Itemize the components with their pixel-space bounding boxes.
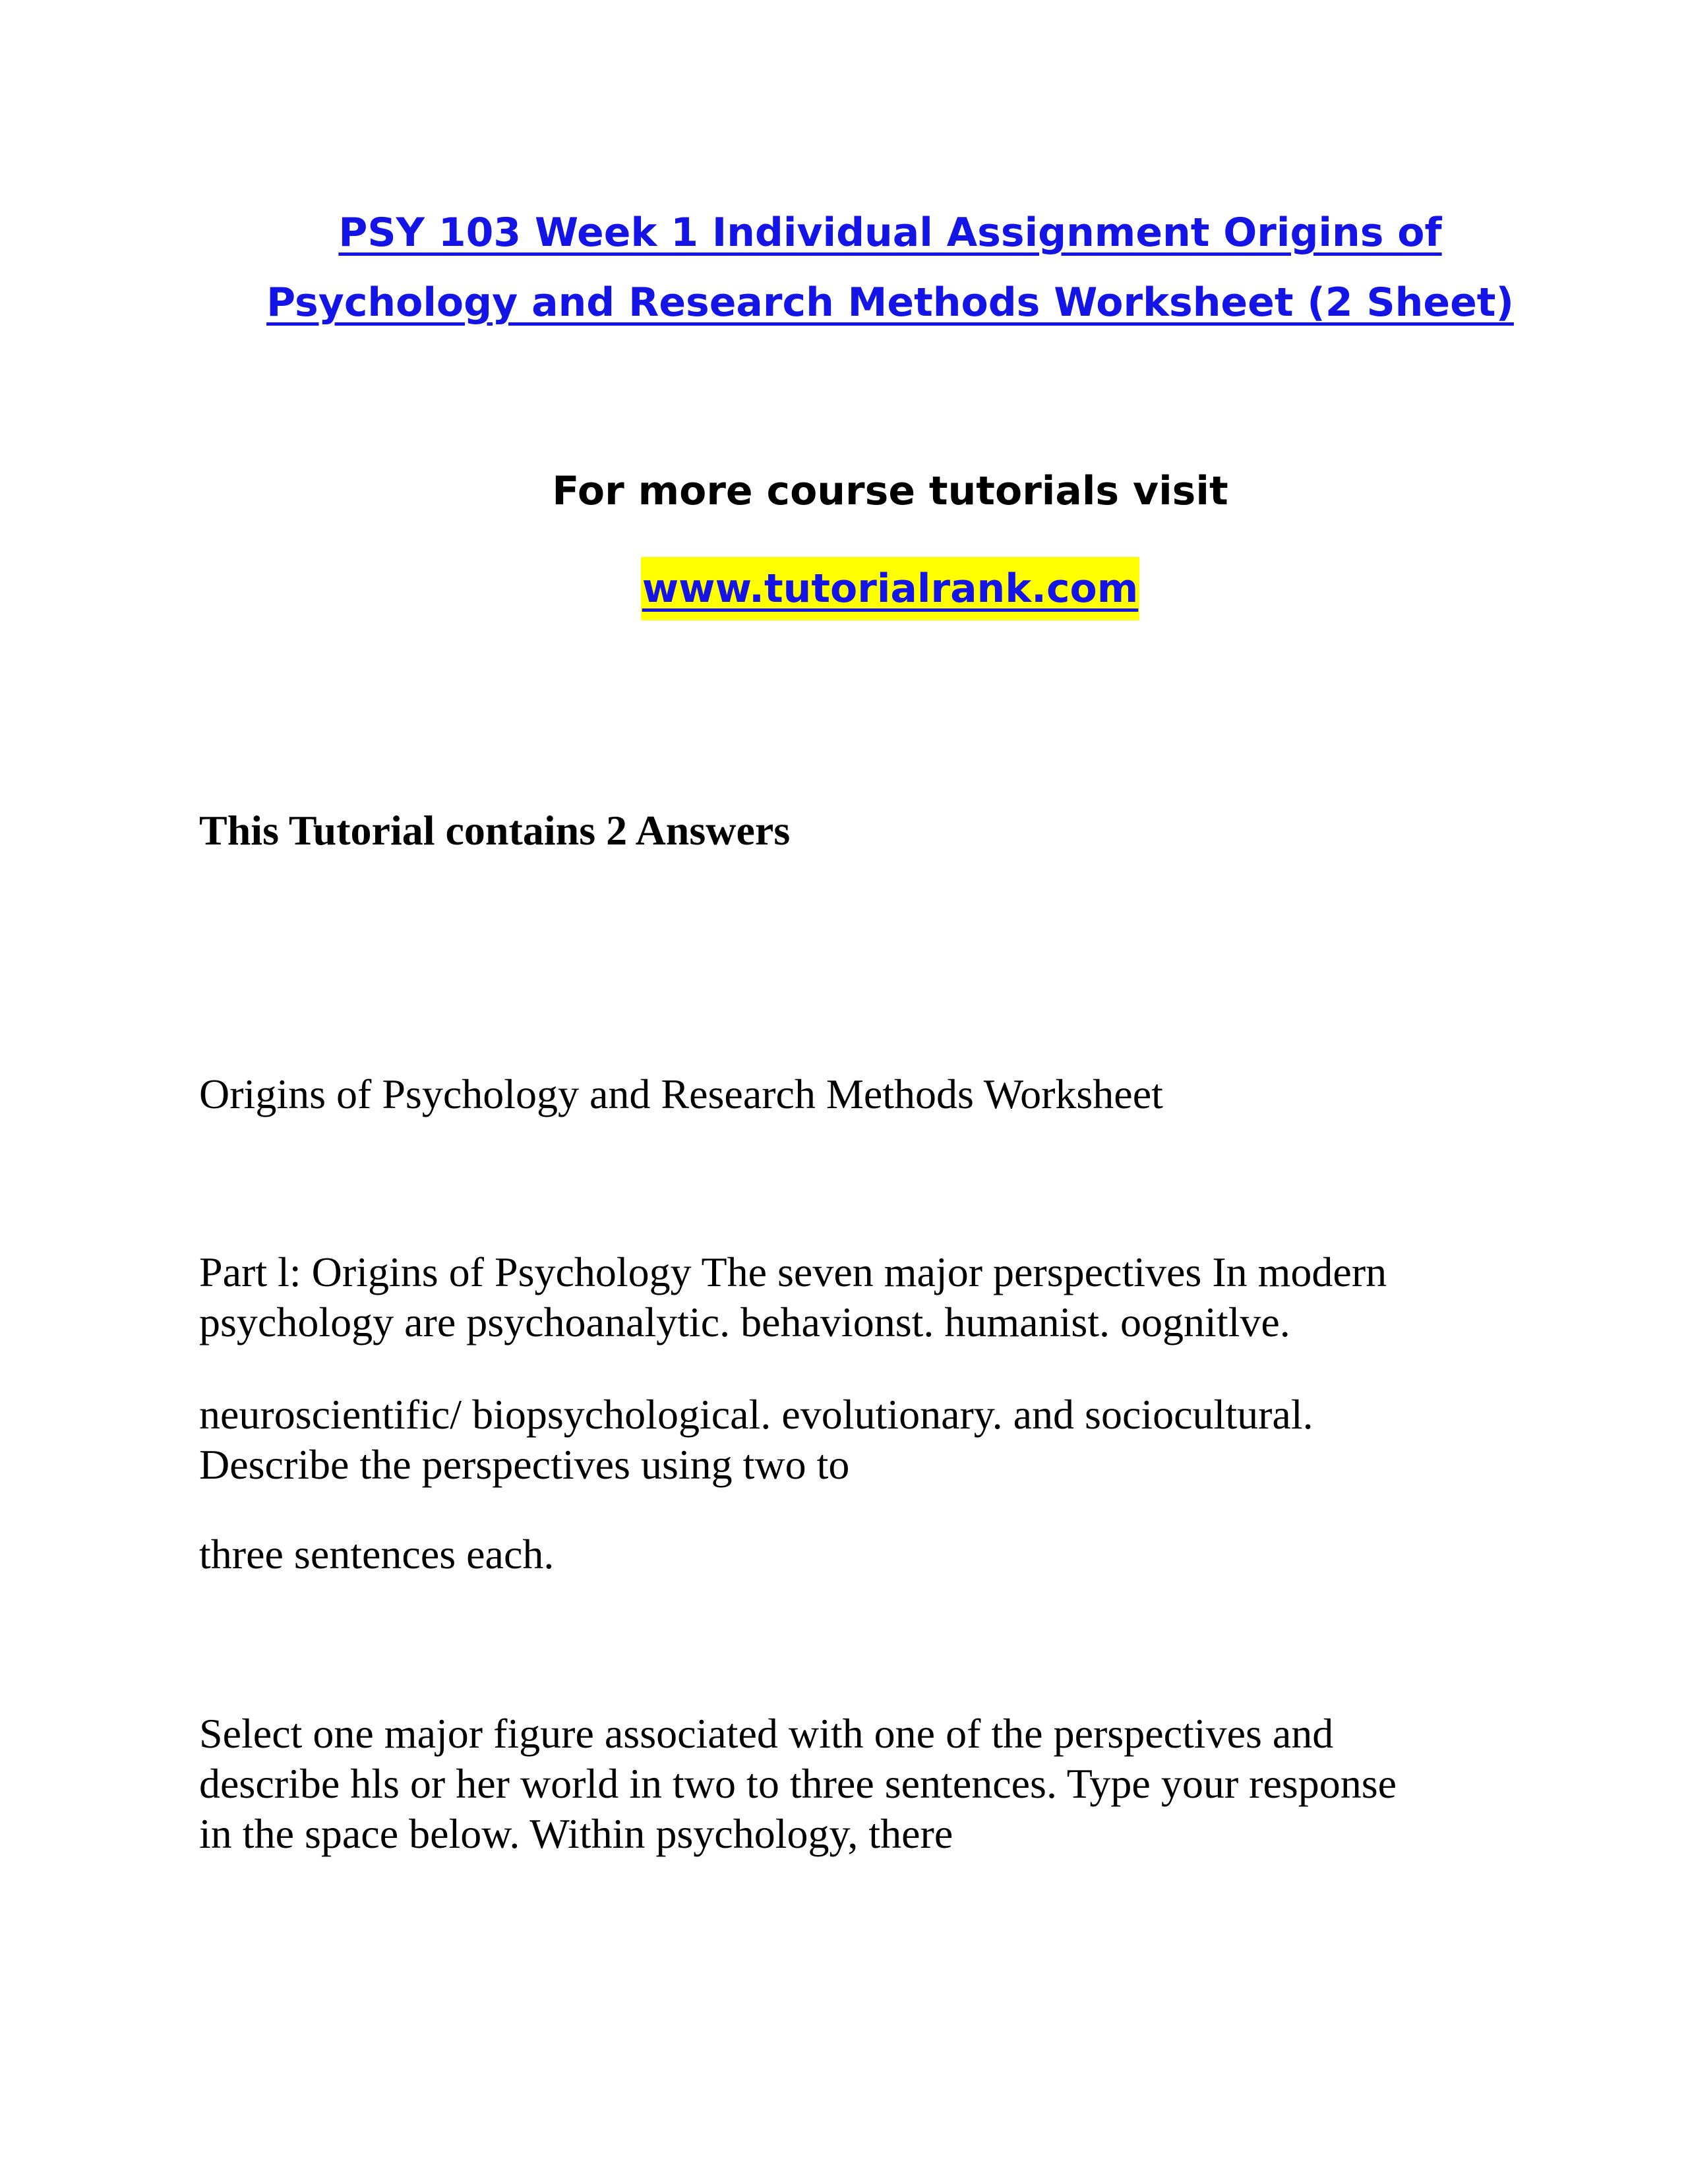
title-link[interactable] (0, 198, 1688, 338)
url-container (0, 557, 1688, 620)
tutorial-url-link[interactable]: www.tutorialrank.com (641, 557, 1140, 620)
paragraph-line: Describe the perspectives using two to (199, 1441, 850, 1488)
paragraph-line: in the space below. Within psychology, there (199, 1810, 953, 1857)
paragraph-line: three sentences each. (199, 1531, 555, 1578)
title-line-2[interactable]: Psychology and Research Methods Worksheet (2 Sheet) (266, 280, 1514, 326)
paragraph-line: psychology are psychoanalytic. behavionst. humanist. oognitlve. (199, 1299, 1290, 1345)
worksheet-title: Origins of Psychology and Research Methods Worksheet (199, 1071, 1163, 1117)
paragraph-line: describe hls or her world in two to three sentences. Type your response (199, 1760, 1397, 1807)
title-line-1[interactable]: PSY 103 Week 1 Individual Assignment Origins of (338, 210, 1442, 256)
paragraph-line: neuroscientific/ biopsychological. evolutionary. and sociocultural. (199, 1391, 1313, 1438)
answers-note: This Tutorial contains 2 Answers (199, 807, 791, 854)
paragraph-line: Select one major figure associated with one of the perspectives and (199, 1710, 1334, 1757)
visit-text: For more course tutorials visit (552, 468, 1228, 514)
paragraph-line: Part l: Origins of Psychology The seven major perspectives In modern (199, 1249, 1387, 1295)
